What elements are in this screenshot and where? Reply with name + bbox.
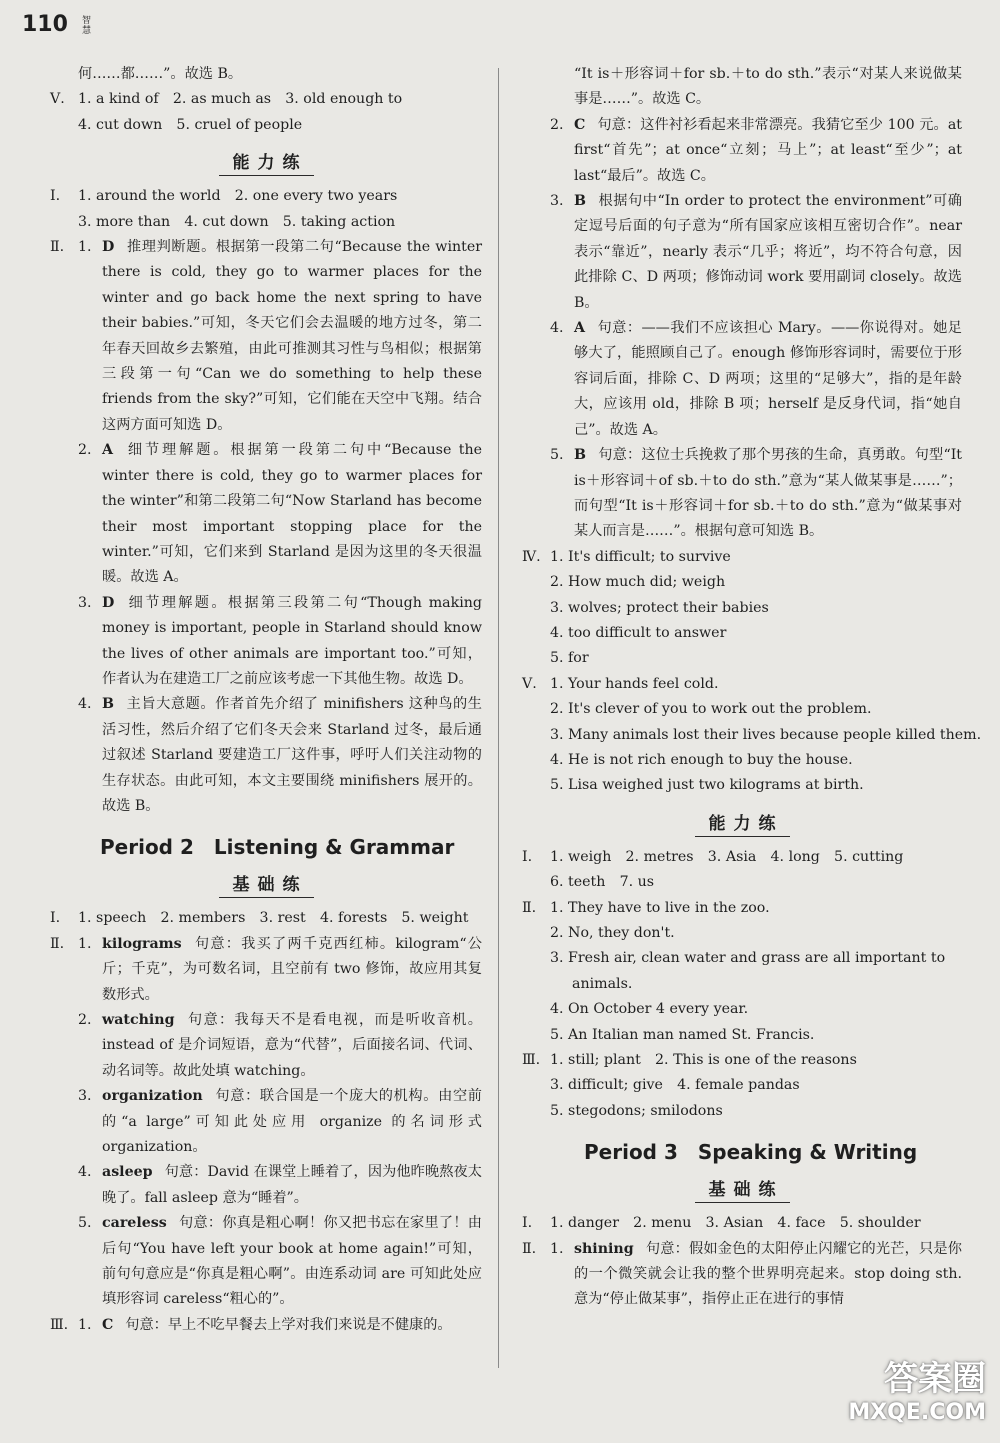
answer-row: 5. for	[550, 650, 589, 667]
explained-answer: Ⅱ. 1. shining 句意：假如金色的太阳停止闪耀它的光芒，只是你的一个微笑就会让我的整个世界明亮起来。stop doing sth. 意为“停止做某事”，指停止正在进行的事情	[522, 1240, 962, 1308]
explained-answer: 3. D 细节理解题。根据第三段第二句“Though making money is important, people in Starland should know the lives of other animals are important too.”可知，作者认为在建造工厂之前应该考虑一下其他生物。故选 D。	[78, 594, 482, 687]
answer-row: 5. Lisa weighed just two kilograms at birth.	[550, 777, 864, 794]
explained-answer: Ⅱ. 1. kilograms 句意：我买了两千克西红柿。kilogram“公斤；千克”，为可数名词，且空前有 two 修饰，故应用其复数形式。	[50, 935, 482, 1003]
answer-row: 4. cut down 5. cruel of people	[78, 116, 303, 133]
right-column	[522, 62, 982, 1313]
explained-answer: 5. careless 句意：你真是粗心啊！你又把书忘在家里了！由后句“You have left your book at home again!”可知，前句句意应是“你真是粗心啊”。由连系动词 are 可知此处应填形容词 careless“粗心的”。	[78, 1215, 482, 1308]
answer-row: 3. more than 4. cut down 5. taking action	[78, 213, 396, 230]
left-column	[50, 62, 482, 1338]
explained-answer: 4. A 句意：——我们不应该担心 Mary。——你说得对。她足够大了，能照顾自己了。enough 修饰形容词时，需要位于形容词后面，排除 C、D 两项；这里的“足够大”，指的是年龄大，应该用 old，排除 B 项；herself 是反身代词，指“她自己”。故选 A。	[550, 320, 962, 438]
explained-answer: 2. A 细节理解题。根据第一段第二句中“Because the winter there is cold, they go to warmer places for the winter”和第二段第二句“Now Starland has become their most important stopping place for the winter.”可知，它们来到 Starland 是因为这里的冬天很温暖。故选 A。	[78, 442, 482, 586]
answer-row: Ⅰ. 1. speech 2. members 3. rest 4. forests 5. weight	[50, 910, 469, 927]
answer-row: 5. stegodons; smilodons	[550, 1102, 723, 1119]
section-heading-ability: 能力练	[50, 148, 482, 176]
answer-row: 3. difficult; give 4. female pandas	[550, 1077, 800, 1094]
explained-answer: 3. B 根据句中“In order to protect the environment”可确定逗号后面的句子意为“所有国家应该相互密切合作”。near 表示“靠近”，nearly 表示“几乎；将近”，均不符合句意，因此排除 C、D 两项；修饰动词 work 要用副词 closely。故选 B。	[550, 193, 962, 311]
explained-answer: 4. asleep 句意：David 在课堂上睡着了，因为他昨晚熬夜太晚了。fall asleep 意为“睡着”。	[78, 1164, 482, 1206]
continuation-line: 何……都……”。故选 B。	[78, 66, 243, 82]
answer-row: 4. He is not rich enough to buy the house.	[550, 751, 853, 768]
answer-row: 2. It's clever of you to work out the problem.	[550, 701, 872, 718]
explained-answer: 4. B 主旨大意题。作者首先介绍了 minifishers 这种鸟的生活习性，然后介绍了它们冬天会来 Starland 过冬，最后通过叙述 Starland 要建造工厂这件事，呼吁人们关注动物的生存状态。由此可知，本文主要围绕 minifishers 展开的。故选 B。	[78, 696, 482, 814]
explained-answer: 2. watching 句意：我每天不是看电视，而是听收音机。instead of 是介词短语，意为“代替”，后面接名词、代词、动名词等。故此处填 watching。	[78, 1012, 482, 1079]
explained-answer: Ⅱ. 1. D 推理判断题。根据第一段第二句“Because the winter there is cold, they go to warmer places for the winter and go back home the next spring to have their babies.”可知，冬天它们会去温暖的地方过冬，第二年春天回故乡去繁殖，由此可推测其习性与鸟相似；根据第三段第一句“Can we do something to help these friends from the sky?”可知，它们能在天空中飞翔。结合这两方面可知选 D。	[50, 239, 482, 433]
explained-answer: 3. organization 句意：联合国是一个庞大的机构。由空前的“a large”可知此处应用 organize 的名词形式 organization。	[78, 1088, 482, 1156]
explained-answer: 2. C 句意：这件衬衫看起来非常漂亮。我猜它至少 100 元。at first“首先”；at once“立刻；马上”；at least“至少”；at last“最后”。故选 C。	[550, 116, 962, 184]
column-divider	[498, 68, 499, 1368]
answer-row: Ⅴ. 1. a kind of 2. as much as 3. old enough to	[50, 91, 403, 108]
page-tag: 智慧	[82, 16, 92, 36]
answer-row: 5. An Italian man named St. Francis.	[550, 1026, 815, 1043]
explained-answer: Ⅲ. 1. C 句意：早上不吃早餐去上学对我们来说是不健康的。	[50, 1316, 452, 1333]
answer-row: Ⅱ. 1. They have to live in the zoo.	[522, 899, 770, 916]
answer-row: 6. teeth 7. us	[550, 874, 655, 891]
answer-row: 3. Many animals lost their lives because people killed them.	[550, 726, 982, 743]
section-heading-ability: 能力练	[522, 809, 962, 837]
answer-row: animals.	[572, 975, 633, 992]
period-3-heading: Period 3 Speaking & Writing	[584, 1140, 918, 1165]
explained-answer: 5. B 句意：这位士兵挽救了那个男孩的生命，真勇敢。句型“It is＋形容词＋of sb.＋to do sth.”意为“某人做某事是……”；而句型“It is＋形容词＋for sb.＋to do sth.”意为“做某事对某人而言是……”。根据句意可知选 B。	[550, 447, 962, 540]
answer-row: 2. How much did; weigh	[550, 574, 726, 591]
watermark-logo: 答案圈 MXQE.COM	[848, 1359, 986, 1425]
answer-row: Ⅰ. 1. around the world 2. one every two years	[50, 188, 398, 205]
answer-row: Ⅳ. 1. It's difficult; to survive	[522, 548, 731, 565]
answer-row: Ⅲ. 1. still; plant 2. This is one of the reasons	[522, 1052, 857, 1069]
answer-row: Ⅰ. 1. danger 2. menu 3. Asian 4. face 5. shoulder	[522, 1215, 921, 1232]
section-heading-basic: 基础练	[50, 870, 482, 898]
period-2-heading: Period 2 Listening & Grammar	[100, 835, 455, 860]
answer-row: 4. too difficult to answer	[550, 624, 727, 641]
answer-row: Ⅰ. 1. weigh 2. metres 3. Asia 4. long 5. cutting	[522, 848, 904, 865]
section-heading-basic: 基础练	[522, 1175, 962, 1203]
answer-row: 2. No, they don't.	[550, 925, 675, 941]
continuation-text: “It is＋形容词＋for sb.＋to do sth.”表示“对某人来说做某事是……”。故选 C。	[574, 66, 962, 108]
answer-row: 3. Fresh air, clean water and grass are all important to	[550, 950, 946, 967]
answer-row: Ⅴ. 1. Your hands feel cold.	[522, 675, 719, 692]
page-number: 110	[22, 12, 68, 37]
answer-row: 3. wolves; protect their babies	[550, 599, 769, 616]
answer-row: 4. On October 4 every year.	[550, 1001, 749, 1018]
